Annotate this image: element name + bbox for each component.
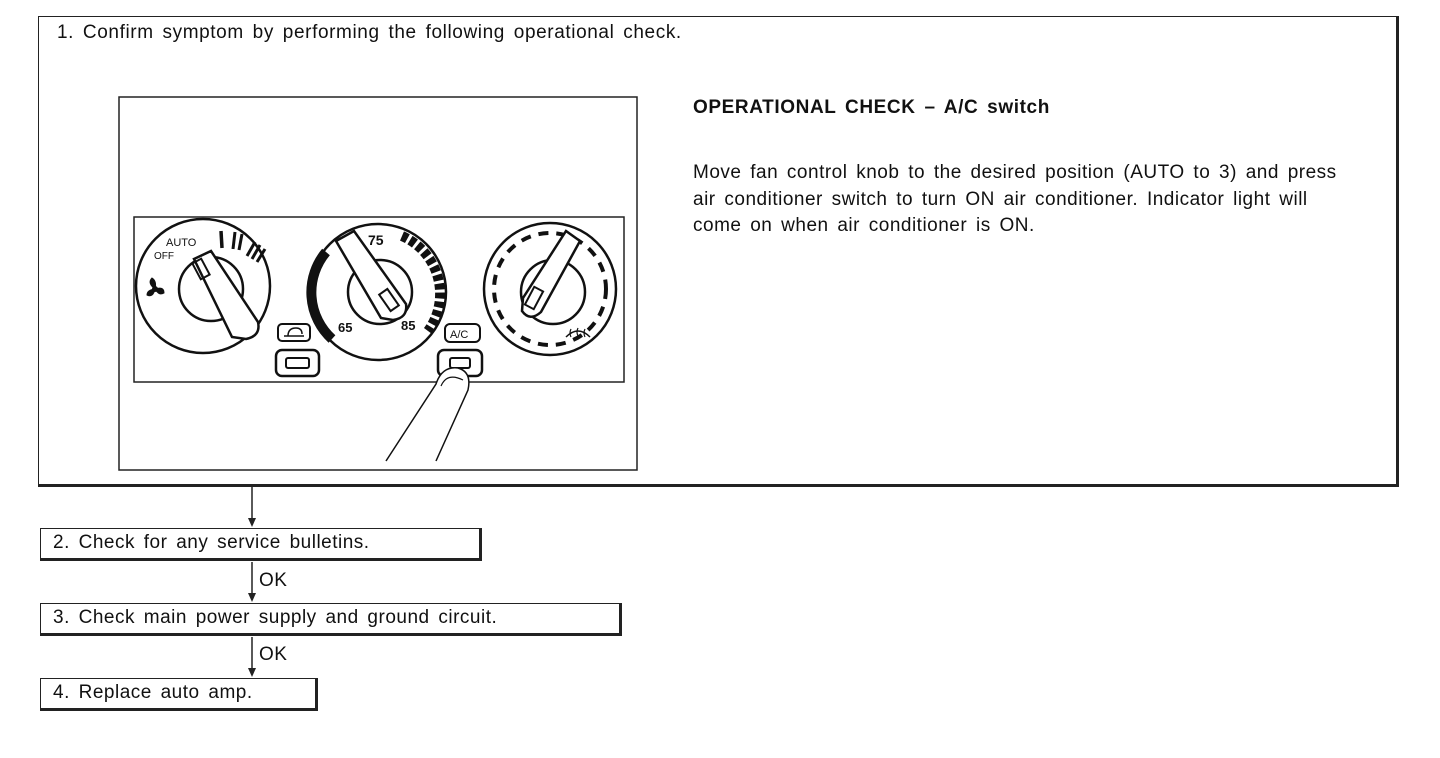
ac-button-label: A/C — [450, 329, 469, 341]
temp-low-label: 65 — [338, 320, 353, 335]
arrowhead-3-4 — [248, 668, 256, 677]
ok-label-1: OK — [259, 570, 288, 591]
ok-label-2: OK — [259, 644, 288, 665]
temp-mid-label: 75 — [368, 232, 384, 248]
mode-control-knob[interactable] — [484, 223, 616, 355]
recirculation-button[interactable] — [276, 324, 319, 376]
step4-box: 4. Replace auto amp. — [40, 678, 318, 711]
fan-control-knob[interactable] — [136, 219, 270, 353]
step2-box: 2. Check for any service bulletins. — [40, 528, 482, 561]
arrowhead-1-2 — [248, 518, 256, 527]
operational-check-title: OPERATIONAL CHECK – A/C switch — [693, 97, 1050, 118]
fan-auto-label: AUTO — [166, 237, 197, 249]
temp-high-label: 85 — [401, 318, 416, 333]
step3-box: 3. Check main power supply and ground circuit. — [40, 603, 622, 636]
step1-text: 1. Confirm symptom by performing the following operational check. — [57, 22, 682, 43]
fan-off-label: OFF — [154, 251, 174, 262]
arrowhead-2-3 — [248, 593, 256, 602]
operational-check-body: Move fan control knob to the desired position (AUTO to 3) and press air conditioner switch to turn ON air conditioner. Indicator light will come on when air conditioner is ON. — [693, 162, 1337, 236]
control-panel-illustration — [118, 96, 638, 471]
